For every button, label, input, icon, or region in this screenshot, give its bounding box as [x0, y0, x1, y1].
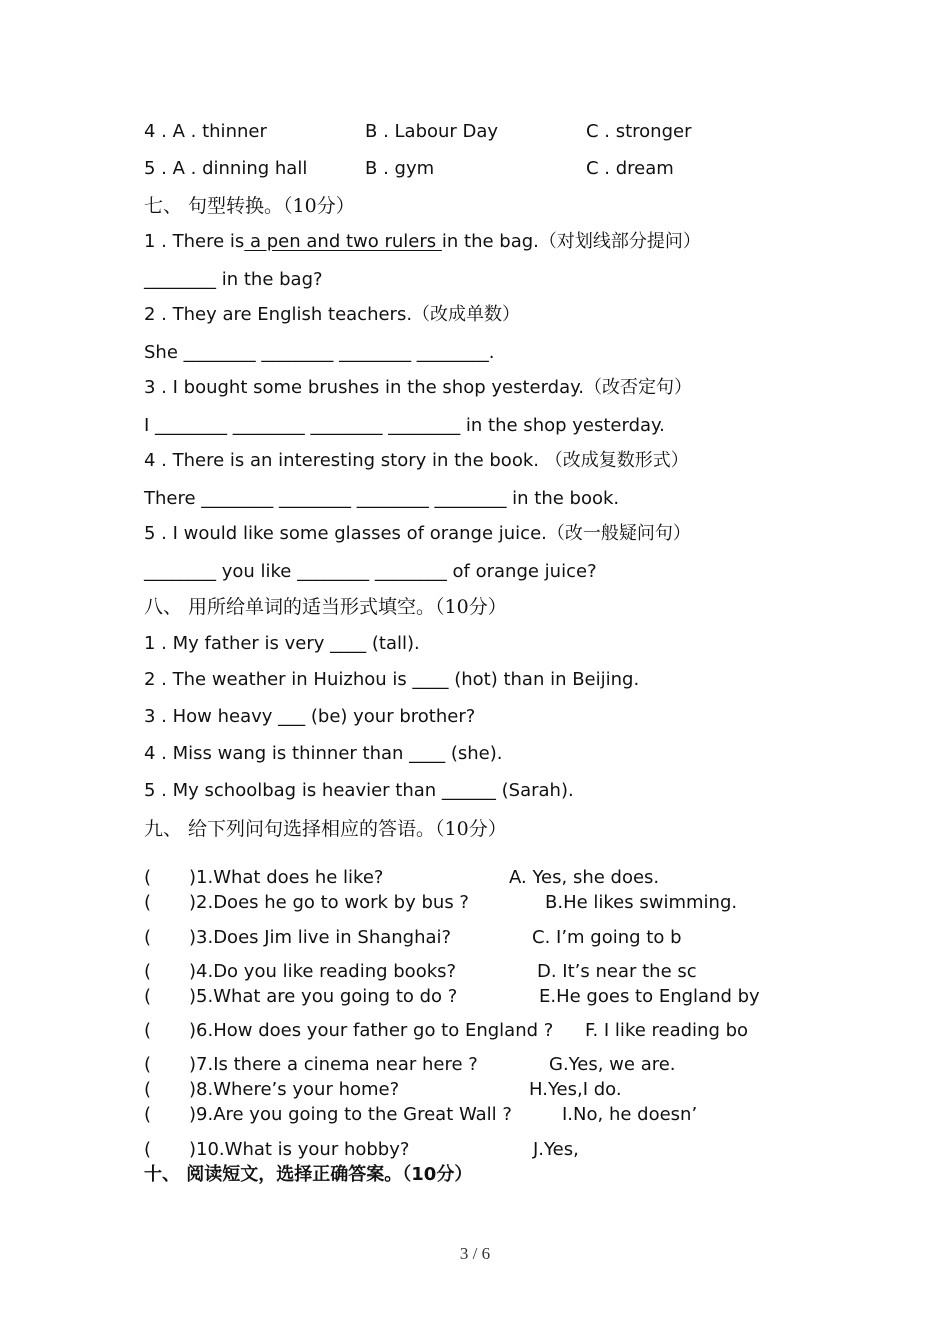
q1-pre: 1 . There is: [144, 231, 245, 252]
match-question-2: )2.Does he go to work by bus ?: [189, 892, 469, 913]
match-question-4: )4.Do you like reading books?: [189, 961, 457, 982]
match-question-1: )1.What does he like?: [189, 867, 384, 888]
match-question-10: )10.What is your hobby?: [189, 1139, 410, 1160]
question-7-1: [144, 231, 701, 253]
answer-bracket: (: [144, 986, 152, 1007]
match-answer-f: F. I like reading bo: [585, 1020, 749, 1041]
option-b: B . Labour Day: [365, 121, 499, 142]
q1-post: in the bag.（对划线部分提问）: [441, 231, 701, 252]
option-b: B . gym: [365, 158, 435, 179]
question-7-2: 2 . They are English teachers.（改成单数）: [144, 304, 521, 325]
answer-line-7-3: I ________ ________ ________ ________ in the shop yesterday.: [144, 415, 665, 436]
answer-line-7-1: ________ in the bag?: [144, 269, 323, 290]
answer-line-7-2: She ________ ________ ________ ________.: [144, 342, 495, 363]
option-a: 4 . A . thinner: [144, 121, 267, 142]
question-7-4: 4 . There is an interesting story in the book. （改成复数形式）: [144, 450, 689, 471]
match-question-9: )9.Are you going to the Great Wall ?: [189, 1104, 512, 1125]
option-c: C . stronger: [586, 121, 692, 142]
fill-item-1: 1 . My father is very ____ (tall).: [144, 633, 420, 654]
section-heading-7: 七、 句型转换。（10分）: [144, 195, 355, 217]
q1-underlined: a pen and two rulers: [244, 231, 442, 252]
answer-bracket: (: [144, 867, 152, 888]
match-question-5: )5.What are you going to do ?: [189, 986, 458, 1007]
answer-line-7-4: There ________ ________ ________ ________ in the book.: [144, 488, 620, 509]
fill-item-2: 2 . The weather in Huizhou is ____ (hot) than in Beijing.: [144, 669, 640, 690]
page-number: 3 / 6: [459, 1244, 491, 1263]
match-answer-i: I.No, he doesn’: [562, 1104, 698, 1125]
answer-bracket: (: [144, 1139, 152, 1160]
match-question-3: )3.Does Jim live in Shanghai?: [189, 927, 452, 948]
match-answer-d: D. It’s near the sc: [537, 961, 697, 982]
answer-bracket: (: [144, 1020, 152, 1041]
match-question-8: )8.Where’s your home?: [189, 1079, 400, 1100]
fill-item-4: 4 . Miss wang is thinner than ____ (she).: [144, 743, 503, 764]
match-answer-g: G.Yes, we are.: [549, 1054, 676, 1075]
section-heading-10: 十、 阅读短文，选择正确答案。（10分）: [144, 1164, 473, 1185]
option-c: C . dream: [586, 158, 674, 179]
answer-bracket: (: [144, 892, 152, 913]
match-answer-b: B.He likes swimming.: [545, 892, 738, 913]
match-answer-c: C. I’m going to b: [532, 927, 682, 948]
match-answer-j: J.Yes,: [533, 1139, 579, 1160]
section-heading-8: 八、 用所给单词的适当形式填空。（10分）: [144, 596, 507, 618]
answer-bracket: (: [144, 927, 152, 948]
answer-bracket: (: [144, 1104, 152, 1125]
match-answer-h: H.Yes,I do.: [529, 1079, 622, 1100]
answer-bracket: (: [144, 961, 152, 982]
section-heading-9: 九、 给下列问句选择相应的答语。（10分）: [144, 818, 507, 840]
question-7-5: 5 . I would like some glasses of orange juice.（改一般疑问句）: [144, 523, 691, 544]
option-row-5: [144, 158, 307, 180]
match-question-7: )7.Is there a cinema near here ?: [189, 1054, 478, 1075]
question-7-3: 3 . I bought some brushes in the shop yesterday.（改否定句）: [144, 377, 692, 398]
match-question-6: )6.How does your father go to England ?: [189, 1020, 554, 1041]
option-a: 5 . A . dinning hall: [144, 158, 308, 179]
answer-bracket: (: [144, 1054, 152, 1075]
fill-item-5: 5 . My schoolbag is heavier than ______ (Sarah).: [144, 780, 574, 801]
fill-item-3: 3 . How heavy ___ (be) your brother?: [144, 706, 476, 727]
answer-line-7-5: ________ you like ________ ________ of orange juice?: [144, 561, 597, 582]
answer-bracket: (: [144, 1079, 152, 1100]
option-row-4: [144, 121, 267, 143]
match-answer-e: E.He goes to England by: [539, 986, 760, 1007]
match-answer-a: A. Yes, she does.: [509, 867, 660, 888]
